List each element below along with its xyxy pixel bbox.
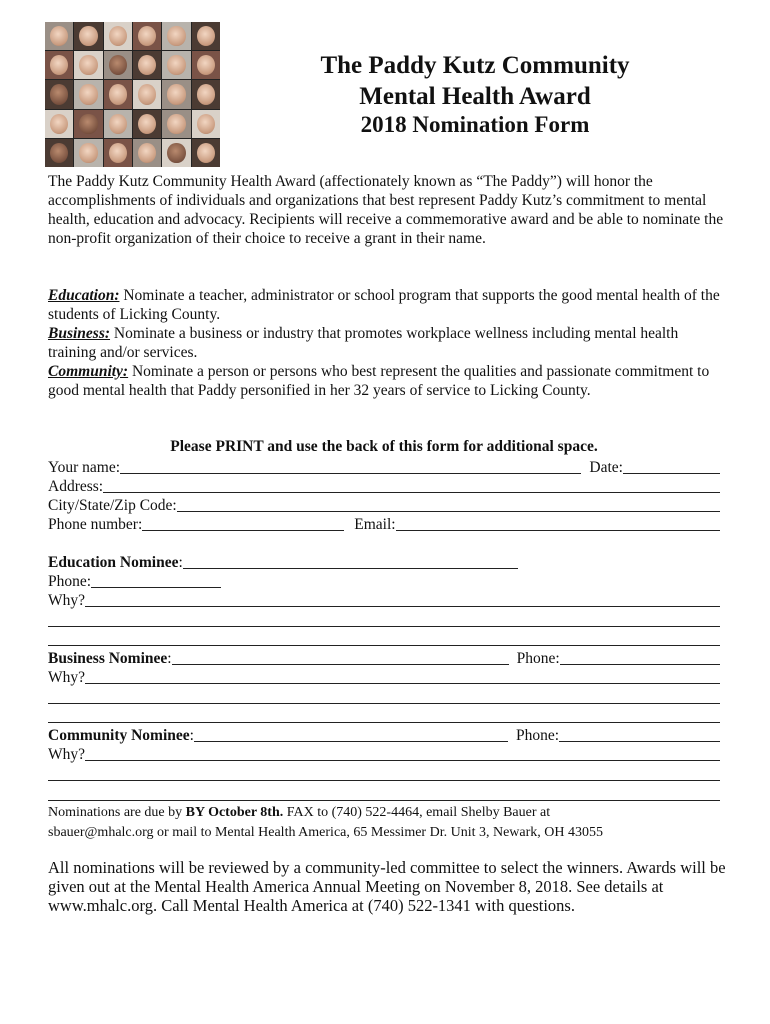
face-photo (133, 51, 161, 79)
phone-number-field[interactable] (142, 529, 344, 531)
category-text: Nominate a person or persons who best represent the qualities and passionate commitment to good mental health that Paddy personified in her 32 years of service to Licking County. (48, 363, 710, 399)
business-why-row (48, 668, 720, 687)
education-phone-row (48, 572, 720, 591)
your-name-field[interactable] (120, 472, 581, 474)
date-field[interactable] (623, 472, 720, 474)
face-photo (74, 139, 102, 167)
business-nominee-row (48, 649, 720, 668)
community-why-label: Why? (48, 746, 86, 763)
education-nominee-field[interactable] (183, 567, 518, 569)
face-photo (104, 139, 132, 167)
face-photo (162, 22, 190, 50)
page-title-line1: The Paddy Kutz Community (320, 52, 630, 79)
print-instruction: Please PRINT and use the back of this form for additional space. (170, 438, 598, 455)
label-colon: : (189, 727, 194, 744)
faces-collage-photo (45, 22, 220, 167)
community-why-line[interactable] (48, 800, 720, 801)
face-photo (192, 110, 220, 138)
category-list (48, 286, 728, 400)
email-field[interactable] (396, 529, 720, 531)
category-education (48, 286, 728, 324)
your-name-label: Your name: (48, 459, 121, 476)
category-text: Nominate a business or industry that promotes workplace wellness including mental health training and/or services. (48, 325, 679, 361)
address-label: Address: (48, 478, 104, 495)
business-why-field[interactable] (85, 682, 720, 684)
face-photo (192, 80, 220, 108)
community-why-line[interactable] (48, 780, 720, 781)
city-state-zip-label: City/State/Zip Code: (48, 497, 177, 514)
face-photo (45, 51, 73, 79)
business-why-label: Why? (48, 669, 86, 686)
education-why-line[interactable] (48, 645, 720, 646)
address-row (48, 477, 720, 496)
face-photo (192, 22, 220, 50)
category-label: Business: (48, 325, 111, 342)
face-photo (133, 80, 161, 108)
phone-email-row (48, 515, 720, 534)
phone-number-label: Phone number: (48, 516, 143, 533)
face-photo (74, 51, 102, 79)
address-field[interactable] (103, 491, 720, 493)
face-photo (74, 22, 102, 50)
face-photo (133, 22, 161, 50)
face-photo (104, 80, 132, 108)
face-photo (45, 22, 73, 50)
face-photo (133, 110, 161, 138)
business-why-line[interactable] (48, 703, 720, 704)
face-photo (133, 139, 161, 167)
education-nominee-row (48, 553, 720, 572)
mailing-address: sbauer@mhalc.org or mail to Mental Health America, 65 Messimer Dr. Unit 3, Newark, OH 43055 (48, 825, 604, 840)
education-why-row (48, 591, 720, 610)
community-nominee-row (48, 726, 720, 745)
page-subtitle: 2018 Nomination Form (360, 112, 590, 137)
category-label: Education: (48, 287, 120, 304)
education-why-label: Why? (48, 592, 86, 609)
community-phone-field[interactable] (559, 740, 720, 742)
category-text: Nominate a teacher, administrator or school program that supports the good mental health of the students of Licking County. (48, 287, 720, 323)
city-state-zip-row (48, 496, 720, 515)
face-photo (104, 22, 132, 50)
face-photo (45, 139, 73, 167)
business-nominee-label: Business Nominee (48, 650, 168, 667)
label-colon: : (178, 554, 183, 571)
submission-instructions (48, 803, 738, 843)
date-label: Date: (589, 459, 623, 476)
education-nominee-label: Education Nominee (48, 554, 179, 571)
due-prefix: Nominations are due by (48, 805, 186, 820)
face-photo (45, 110, 73, 138)
category-label: Community: (48, 363, 129, 380)
face-photo (162, 80, 190, 108)
face-photo (192, 51, 220, 79)
page-title-line2: Mental Health Award (359, 83, 591, 110)
face-photo (74, 110, 102, 138)
face-photo (104, 110, 132, 138)
community-why-row (48, 745, 720, 764)
education-why-field[interactable] (85, 605, 720, 607)
face-photo (45, 80, 73, 108)
education-phone-label: Phone: (48, 573, 92, 590)
business-phone-label: Phone: (516, 650, 560, 667)
your-name-row (48, 458, 720, 477)
business-why-line[interactable] (48, 722, 720, 723)
business-nominee-field[interactable] (172, 663, 509, 665)
face-photo (162, 51, 190, 79)
business-phone-field[interactable] (560, 663, 720, 665)
category-business (48, 324, 728, 362)
due-date: BY October 8th. (185, 805, 284, 820)
community-phone-label: Phone: (515, 727, 560, 744)
education-why-line[interactable] (48, 626, 720, 627)
face-photo (74, 80, 102, 108)
category-community (48, 362, 728, 400)
face-photo (162, 139, 190, 167)
community-nominee-field[interactable] (194, 740, 508, 742)
community-why-field[interactable] (85, 759, 720, 761)
face-photo (162, 110, 190, 138)
city-state-zip-field[interactable] (177, 510, 720, 512)
education-phone-field[interactable] (91, 586, 221, 588)
email-label: Email: (354, 516, 396, 533)
label-colon: : (167, 650, 172, 667)
community-nominee-label: Community Nominee (48, 727, 190, 744)
face-photo (104, 51, 132, 79)
intro-paragraph: The Paddy Kutz Community Health Award (affectionately known as “The Paddy”) will honor the accomplishments of individuals and organizations that best represent Paddy Kutz’s commitment to mental health, education and advocacy. Recipients will receive a commemorative award and be able to nominate the non-profit organization of their choice to receive a grant in their name. (48, 173, 724, 247)
due-contact: FAX to (740) 522-4464, email Shelby Bauer at (283, 805, 551, 820)
face-photo (192, 139, 220, 167)
closing-paragraph: All nominations will be reviewed by a community-led committee to select the winners. Awards will be given out at the Mental Health America Annual Meeting on November 8, 2018. See details at www.mhalc.org. Call Mental Health America at (740) 522-1341 with questions. (48, 858, 726, 915)
